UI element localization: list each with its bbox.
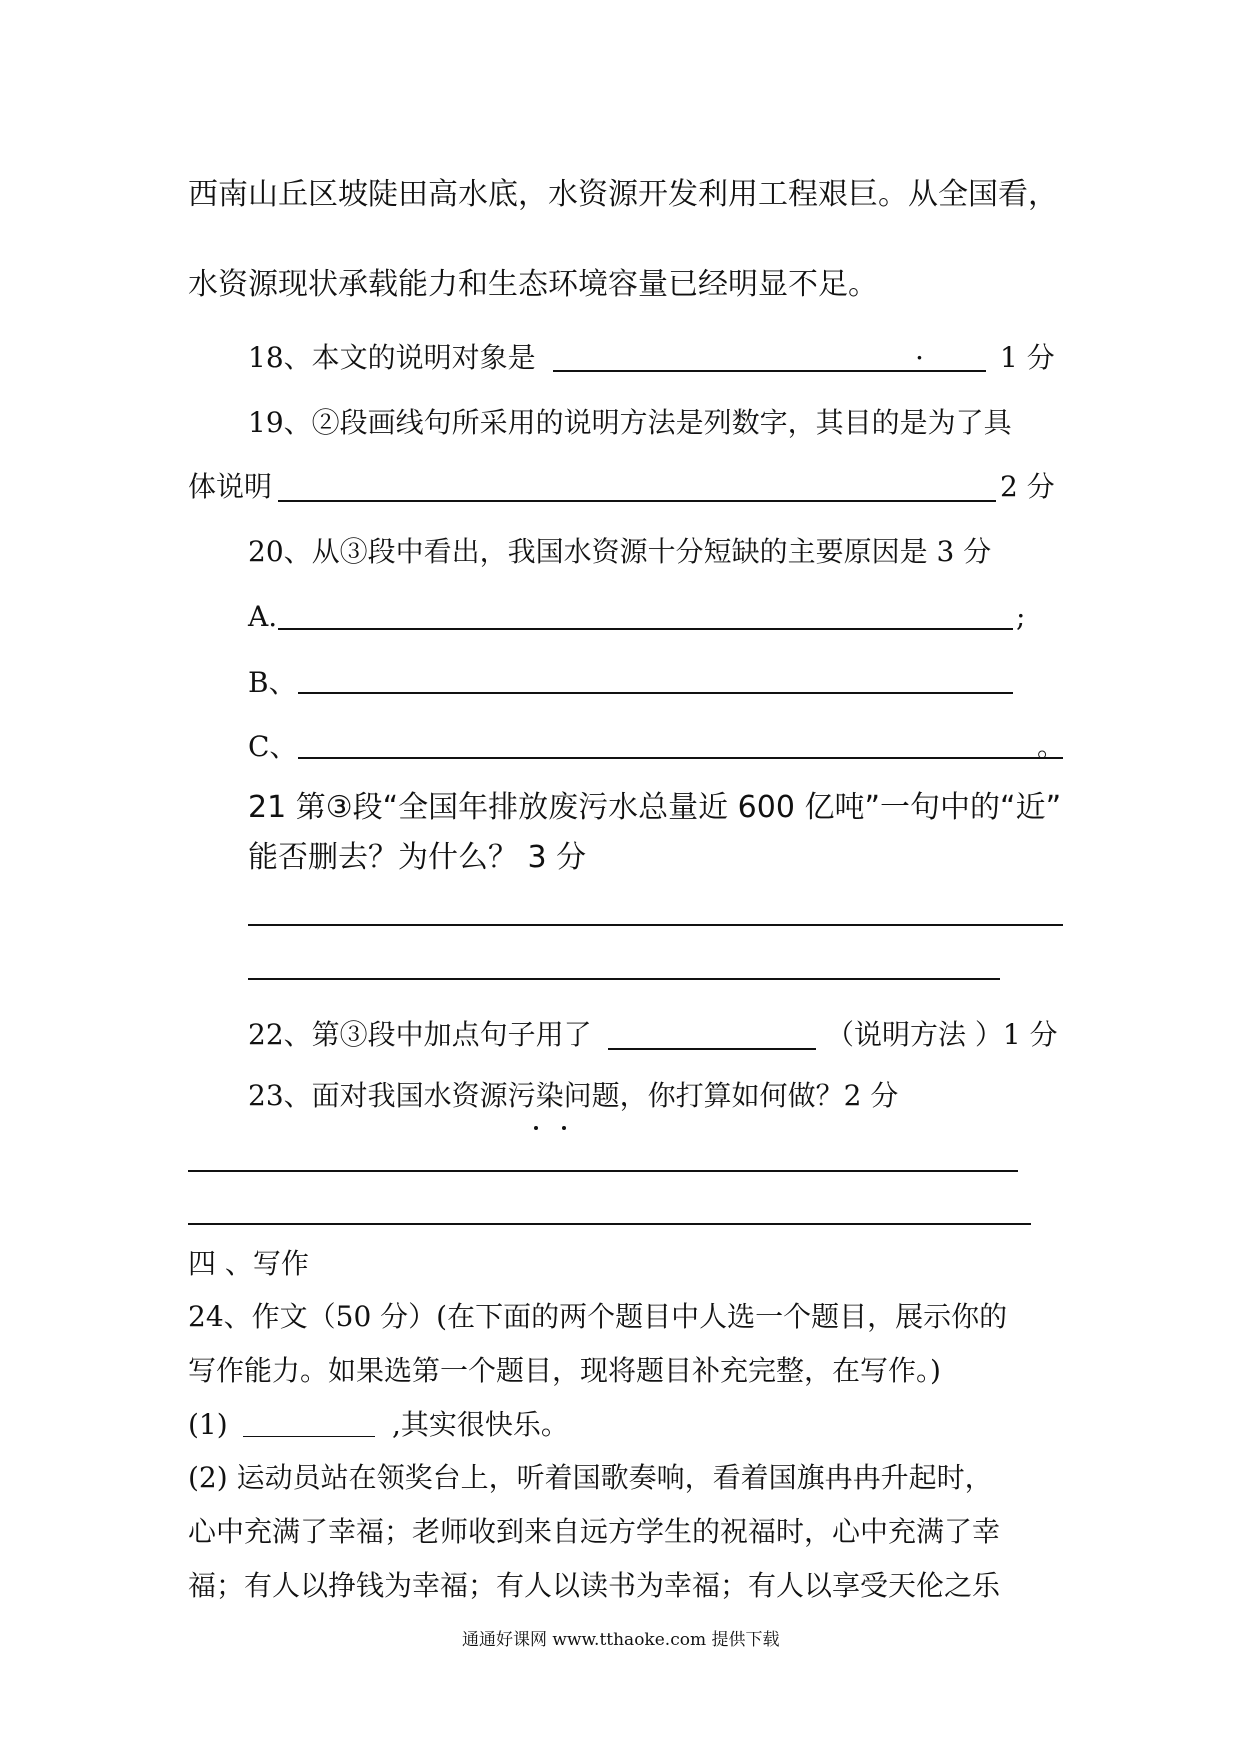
q20-option-a: A. (248, 600, 278, 633)
q19-score: 2 分 (1000, 470, 1055, 503)
question-19-line-2: 体说明 (188, 470, 273, 503)
q22-answer-blank[interactable] (608, 1048, 816, 1050)
q24-option-2-line-1: (2) 运动员站在领奖台上，听着国歌奏响，看着国旗冉冉升起时， (188, 1461, 993, 1494)
q20-option-b: B、 (248, 666, 297, 699)
q22-suffix: （说明方法 ）1 分 (826, 1018, 1058, 1051)
q19-answer-blank[interactable] (278, 500, 996, 502)
question-19-line-1: 19、②段画线句所采用的说明方法是列数字，其目的是为了具 (248, 406, 1012, 439)
q21-answer-line-1[interactable] (248, 924, 1063, 926)
question-22: 22、第③段中加点句子用了 (248, 1018, 592, 1051)
passage-line-1: 西南山丘区坡陡田高水底，水资源开发利用工程艰巨。从全国看， (188, 177, 1058, 212)
q20-b-blank[interactable] (298, 692, 1013, 694)
question-23: 23、面对我国水资源污染问题，你打算如何做？2 分 (248, 1079, 899, 1112)
q20-a-blank[interactable] (278, 628, 1013, 630)
q21-answer-line-2[interactable] (248, 978, 1000, 980)
question-21-line-1: 21 第③段“全国年排放废污水总量近 600 亿吨”一句中的“近” (248, 790, 1062, 825)
q18-score: 1 分 (1000, 341, 1055, 374)
q18-answer-blank[interactable] (553, 370, 986, 372)
q23-answer-line-2[interactable] (188, 1223, 1031, 1225)
q20-c-blank[interactable] (298, 757, 1063, 759)
question-24-line-1: 24、作文（50 分）(在下面的两个题目中人选一个题目，展示你的 (188, 1300, 1008, 1333)
q24-option-1-blank[interactable] (243, 1436, 375, 1437)
section-title-writing: 四 、写作 (188, 1247, 309, 1280)
q24-option-1-text: ,其实很快乐。 (392, 1408, 569, 1441)
q18-dot: . (915, 333, 924, 366)
q24-option-1-number: (1) (188, 1408, 228, 1441)
q20-c-end: 。 (1037, 730, 1066, 763)
question-20: 20、从③段中看出，我国水资源十分短缺的主要原因是 3 分 (248, 535, 992, 568)
q23-answer-line-1[interactable] (188, 1170, 1018, 1172)
passage-line-2: 水资源现状承载能力和生态环境容量已经明显不足。 (188, 267, 878, 302)
emphasis-dot (534, 1126, 538, 1130)
emphasis-dot (562, 1126, 566, 1130)
question-21-line-2: 能否删去？为什么？ 3 分 (248, 840, 587, 875)
page-footer: 通通好课网 www.tthaoke.com 提供下载 (462, 1630, 780, 1650)
q24-option-2-line-2: 心中充满了幸福；老师收到来自远方学生的祝福时，心中充满了幸 (188, 1515, 1001, 1548)
question-18: 18、本文的说明对象是 (248, 341, 536, 374)
q20-option-c: C、 (248, 730, 298, 763)
q20-a-end: ; (1016, 600, 1026, 633)
question-24-line-2: 写作能力。如果选第一个题目，现将题目补充完整，在写作。) (188, 1354, 941, 1387)
q24-option-2-line-3: 福；有人以挣钱为幸福；有人以读书为幸福；有人以享受天伦之乐 (188, 1569, 1001, 1602)
